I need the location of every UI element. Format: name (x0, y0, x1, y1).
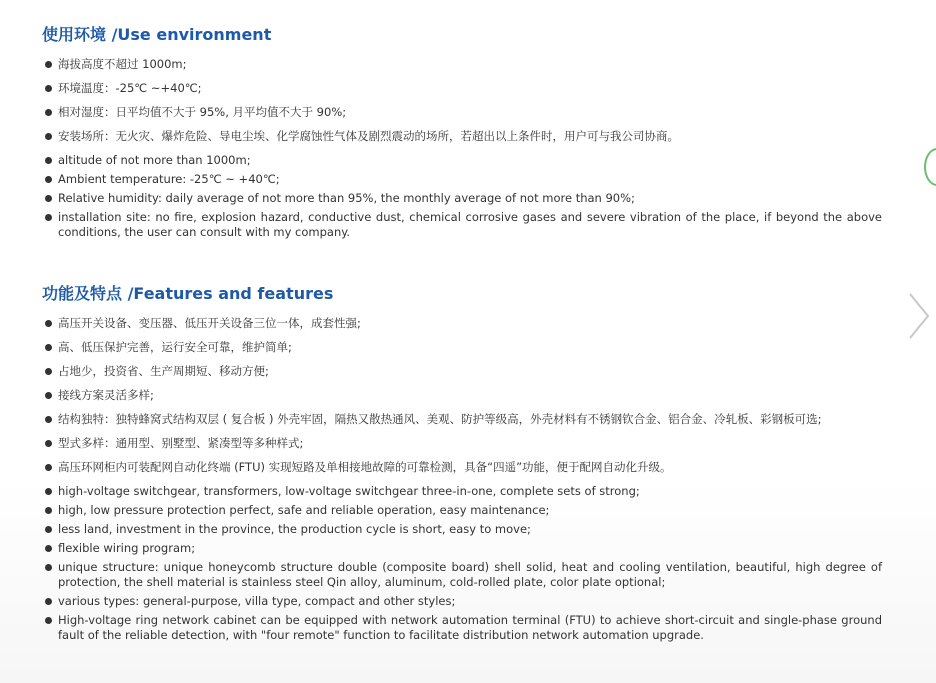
list-item: 占地少，投资省、生产周期短、移动方便; (42, 364, 882, 379)
section-use-environment (42, 25, 882, 244)
list-item: various types: general-purpose, villa type, compact and other styles; (42, 594, 882, 609)
list-item: high-voltage switchgear, transformers, low-voltage switchgear three-in-one, complete sets of strong; (42, 484, 882, 499)
list-item: 相对湿度：日平均值不大于 95%, 月平均值不大于 90%; (42, 105, 882, 120)
list-item: 结构独特：独特蜂窝式结构双层 ( 复合板 ) 外壳牢固，隔热又散热通风、美观、防护等级高，外壳材料有不锈钢钦合金、铝合金、冷轧板、彩钢板可选; (42, 412, 882, 427)
list-item: 环境温度：-25℃ ~+40℃; (42, 81, 882, 96)
edge-badge-icon (924, 148, 936, 186)
list-item: 高压环网柜内可装配网自动化终端 (FTU) 实现短路及单相接地故障的可靠检测，具备“四遥”功能，便于配网自动化升级。 (42, 460, 882, 475)
zh-list (42, 57, 882, 144)
list-item: less land, investment in the province, the production cycle is short, easy to move; (42, 522, 882, 537)
list-item: Relative humidity: daily average of not more than 95%, the monthly average of not more than 90%; (42, 191, 882, 206)
list-item: 安装场所：无火灾、爆炸危险、导电尘埃、化学腐蚀性气体及剧烈震动的场所，若超出以上条件时，用户可与我公司协商。 (42, 129, 882, 144)
zh-list (42, 316, 882, 475)
section-title: 使用环境 /Use environment (42, 25, 272, 44)
section-features (42, 284, 882, 647)
list-item: High-voltage ring network cabinet can be equipped with network automation terminal (FTU) to achieve short-circuit and single-phase ground fault of the reliable detection, with "four remote" function to facilitate distribution network automation upgrade. (42, 613, 882, 643)
list-item: 海拔高度不超过 1000m; (42, 57, 882, 72)
list-item: Ambient temperature: -25℃ ~ +40℃; (42, 172, 882, 187)
en-list (42, 153, 882, 240)
en-list (42, 484, 882, 643)
section-title: 功能及特点 /Features and features (42, 284, 334, 303)
list-item: high, low pressure protection perfect, safe and reliable operation, easy maintenance; (42, 503, 882, 518)
list-item: 型式多样：通用型、别墅型、紧凑型等多种样式; (42, 436, 882, 451)
list-item: 接线方案灵活多样; (42, 388, 882, 403)
chevron-right-icon[interactable] (906, 292, 932, 340)
list-item: unique structure: unique honeycomb structure double (composite board) shell solid, heat and cooling ventilation, beautiful, high degree of protection, the shell material is stainless steel Qin alloy, aluminum, cold-rolled plate, color plate optional; (42, 560, 882, 590)
list-item: installation site: no fire, explosion hazard, conductive dust, chemical corrosive gases and severe vibration of the place, if beyond the above conditions, the user can consult with my company. (42, 210, 882, 240)
list-item: altitude of not more than 1000m; (42, 153, 882, 168)
list-item: 高、低压保护完善，运行安全可靠，维护简单; (42, 340, 882, 355)
list-item: 高压开关设备、变压器、低压开关设备三位一体，成套性强; (42, 316, 882, 331)
list-item: flexible wiring program; (42, 541, 882, 556)
